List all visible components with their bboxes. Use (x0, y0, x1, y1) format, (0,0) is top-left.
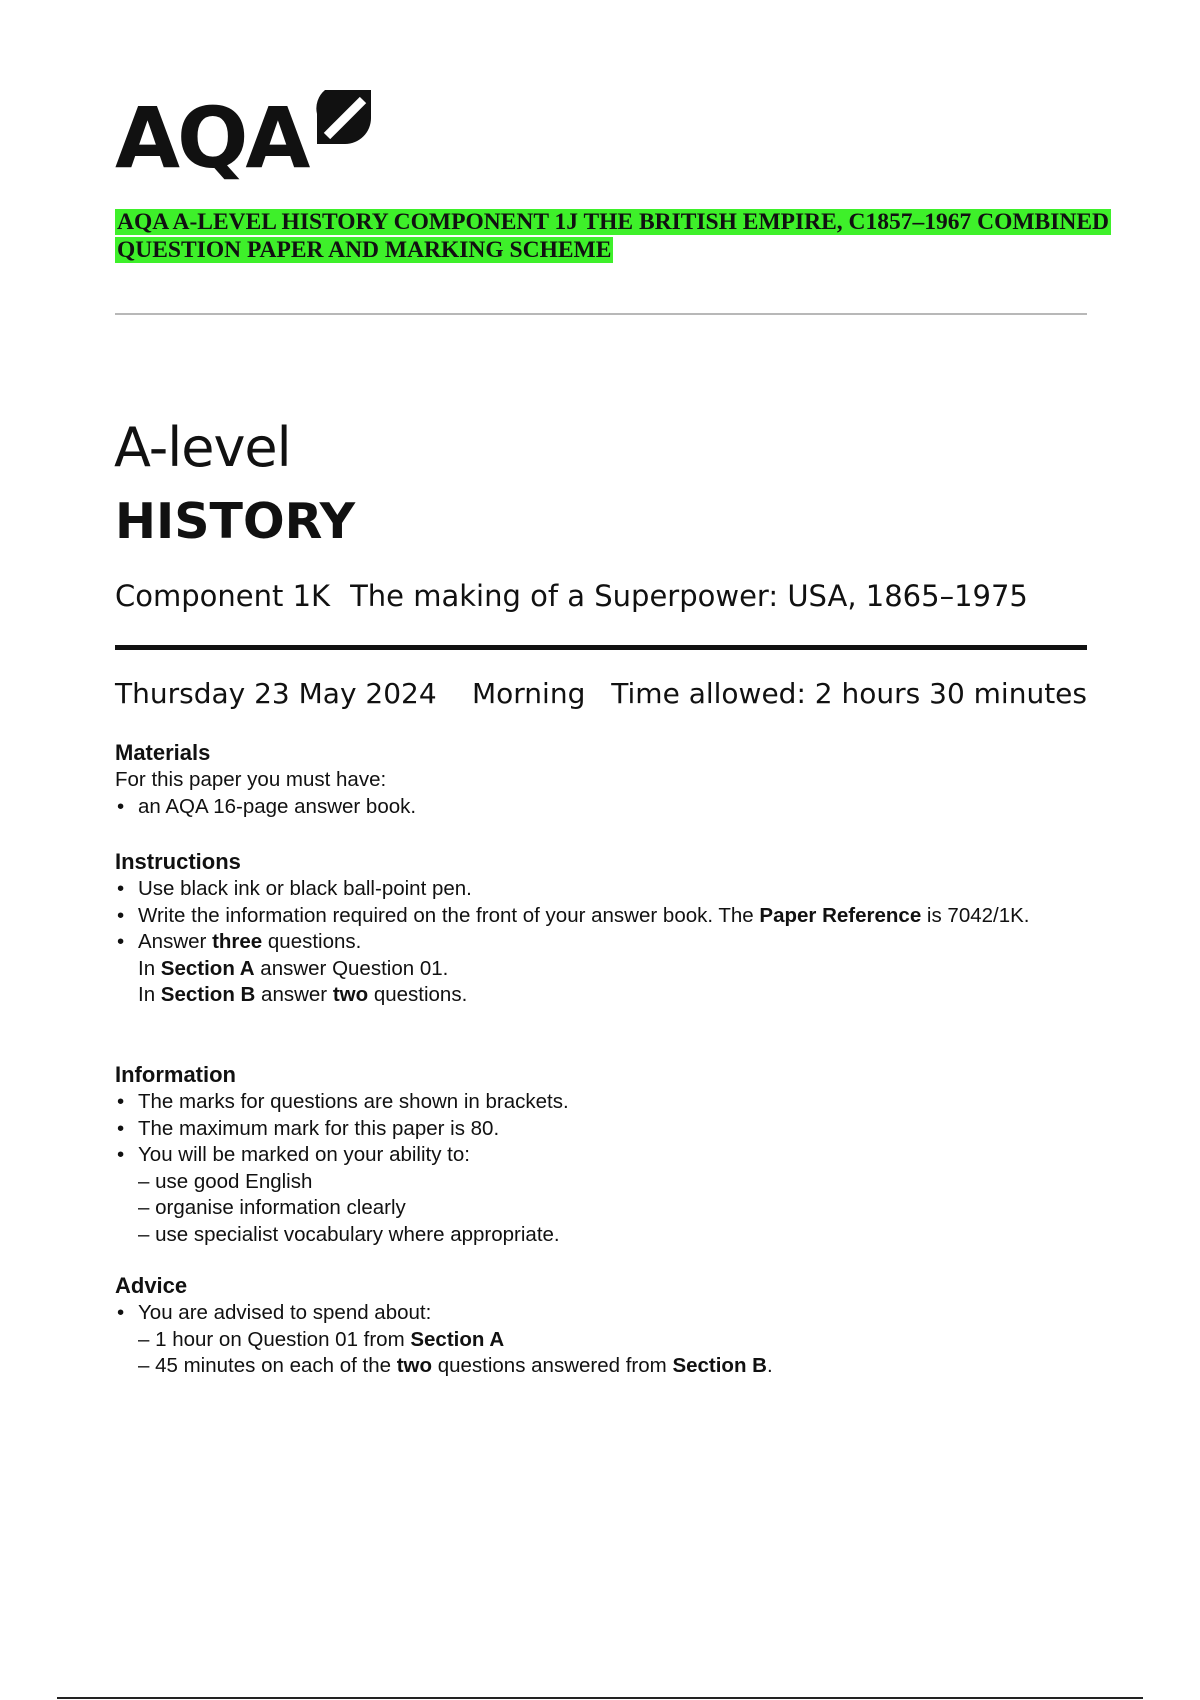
materials-heading: Materials (115, 740, 211, 765)
component-title: The making of a Superpower: USA, 1865–1975 (350, 579, 1028, 613)
materials-list (115, 794, 1095, 821)
instructions-section (115, 848, 1095, 1009)
information-heading: Information (115, 1062, 236, 1087)
advice-heading: Advice (115, 1273, 188, 1298)
list-item: • The maximum mark for this paper is 80. (117, 1116, 500, 1140)
list-item: • The marks for questions are shown in brackets. (117, 1090, 569, 1113)
list-item: • Write the information required on the front of your answer book. The Paper Reference is 7042/1K. (117, 903, 1030, 927)
list-item: • an AQA 16-page answer book. (117, 794, 417, 818)
information-subline: – organise information clearly (138, 1196, 406, 1219)
materials-intro: For this paper you must have: (115, 768, 387, 791)
highlighted-document-title: AQA A-LEVEL HISTORY COMPONENT 1J THE BRITISH EMPIRE, C1857–1967 COMBINED QUESTION PAPER AND MARKING SCHEME (117, 209, 1109, 263)
information-section (115, 1061, 1095, 1248)
exam-date: Thursday 23 May 2024 (115, 677, 437, 710)
list-item: • Use black ink or black ball-point pen. (117, 877, 472, 900)
information-subline: – use specialist vocabulary where appropriate. (138, 1222, 560, 1246)
subject-title: HISTORY (115, 493, 356, 550)
list-item: • You will be marked on your ability to: (117, 1143, 470, 1166)
exam-session: Morning (472, 677, 586, 710)
component-code: Component 1K (115, 579, 331, 613)
list-item: • Answer three questions. (117, 930, 362, 953)
instruction-subline: In Section A answer Question 01. (138, 956, 449, 980)
aqa-logo (115, 88, 375, 187)
component-line (115, 578, 1028, 614)
materials-section (115, 739, 1095, 820)
thick-divider (115, 645, 1087, 650)
instructions-list (115, 876, 1095, 956)
qualification-level: A-level (114, 416, 291, 479)
instruction-subline: In Section B answer two questions. (138, 983, 468, 1006)
advice-section (115, 1272, 1095, 1380)
information-list (115, 1089, 1095, 1169)
exam-details (115, 676, 1087, 716)
advice-subline: – 1 hour on Question 01 from Section A (138, 1327, 505, 1351)
information-subline: – use good English (138, 1169, 313, 1193)
advice-list (115, 1300, 1095, 1327)
aqa-logo-text: AQA (115, 89, 308, 187)
instructions-heading: Instructions (115, 849, 241, 874)
top-divider (115, 313, 1087, 315)
aqa-logo-mark-icon (315, 88, 373, 146)
advice-subline: – 45 minutes on each of the two questions answered from Section B. (138, 1354, 773, 1377)
list-item: • You are advised to spend about: (117, 1301, 432, 1324)
bottom-divider (57, 1697, 1143, 1699)
time-allowed: Time allowed: 2 hours 30 minutes (611, 677, 1087, 710)
